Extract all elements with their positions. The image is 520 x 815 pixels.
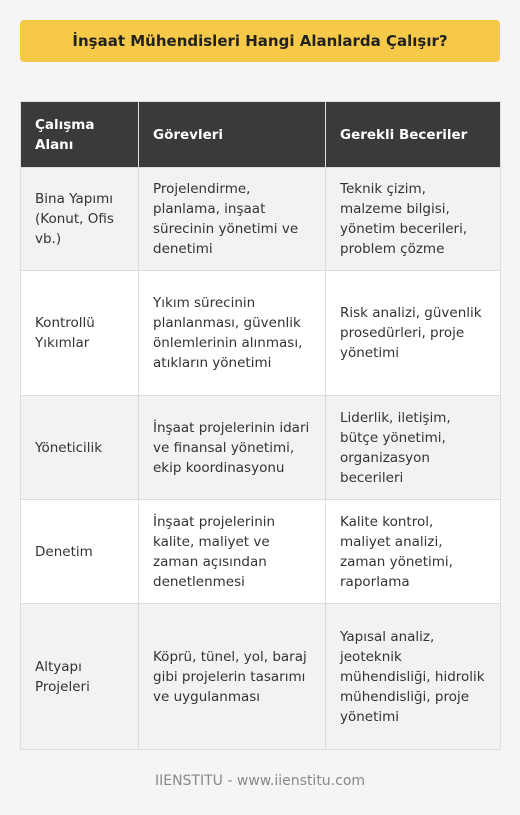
cell-work-area: Yöneticilik — [21, 396, 139, 500]
cell-duties: İnşaat projelerinin idari ve finansal yönetimi, ekip koordinasyonu — [139, 396, 326, 500]
table-row — [21, 500, 501, 604]
cell-skills: Teknik çizim, malzeme bilgisi, yönetim becerileri, problem çözme — [326, 168, 501, 271]
cell-duties: Köprü, tünel, yol, baraj gibi projelerin tasarımı ve uygulanması — [139, 604, 326, 750]
table-row — [21, 604, 501, 750]
header-work-area: Çalışma Alanı — [21, 102, 139, 168]
table-row — [21, 396, 501, 500]
table-row — [21, 271, 501, 396]
cell-skills: Risk analizi, güvenlik prosedürleri, proje yönetimi — [326, 271, 501, 396]
cell-work-area: Bina Yapımı (Konut, Ofis vb.) — [21, 168, 139, 271]
cell-duties: Projelendirme, planlama, inşaat sürecinin yönetimi ve denetimi — [139, 168, 326, 271]
work-areas-table — [20, 101, 501, 750]
cell-skills: Yapısal analiz, jeoteknik mühendisliği, hidrolik mühendisliği, proje yönetimi — [326, 604, 501, 750]
cell-duties: Yıkım sürecinin planlanması, güvenlik önlemlerinin alınması, atıkların yönetimi — [139, 271, 326, 396]
header-duties: Görevleri — [139, 102, 326, 168]
cell-duties: İnşaat projelerinin kalite, maliyet ve zaman açısından denetlenmesi — [139, 500, 326, 604]
cell-work-area: Denetim — [21, 500, 139, 604]
table-row — [21, 168, 501, 271]
header-required-skills: Gerekli Beceriler — [326, 102, 501, 168]
cell-skills: Kalite kontrol, maliyet analizi, zaman yönetimi, raporlama — [326, 500, 501, 604]
cell-work-area: Kontrollü Yıkımlar — [21, 271, 139, 396]
cell-skills: Liderlik, iletişim, bütçe yönetimi, organizasyon becerileri — [326, 396, 501, 500]
table-header-row — [21, 102, 501, 168]
page-title: İnşaat Mühendisleri Hangi Alanlarda Çalışır? — [20, 20, 500, 62]
cell-work-area: Altyapı Projeleri — [21, 604, 139, 750]
footer-credit: IIENSTITU - www.iienstitu.com — [154, 773, 366, 789]
